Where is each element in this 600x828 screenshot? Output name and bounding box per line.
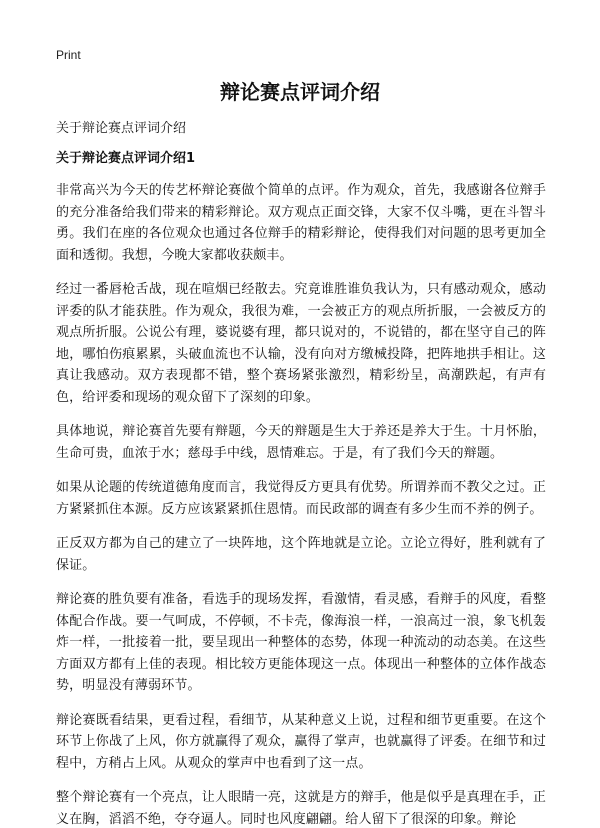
article-body <box>56 180 546 828</box>
document-subtitle: 关于辩论赛点评词介绍 <box>56 121 187 136</box>
print-link[interactable]: Print <box>56 48 81 62</box>
section-heading: 关于辩论赛点评词介绍1 <box>56 151 196 166</box>
paragraph-3: 具体地说，辩论赛首先要有辩题，今天的辩题是生大于养还是养大于生。十月怀胎，生命可贵，血浓于水；慈母手中线，恩情难忘。于是，有了我们今天的辩题。 <box>56 424 546 461</box>
paragraph-1: 非常高兴为今天的传艺杯辩论赛做个简单的点评。作为观众，首先，我感谢各位辩手的充分准备给我们带来的精彩辩论。双方观点正面交锋，大家不仅斗嘴，更在斗智斗勇。我们在座的各位观众也通过各位辩手的精彩辩论，使得我们对问题的思考更加全面和透彻。我想，今晚大家都收获颇丰。 <box>56 183 546 263</box>
paragraph-6: 辩论赛的胜负要有准备，看选手的现场发挥，看激情，看灵感，看辩手的风度，看整体配合作战。要一气呵成，不停顿，不卡壳，像海浪一样，一浪高过一浪，象飞机轰炸一样，一批接着一批，要呈现出一种整体的态势，体现一种流动的动态美。在这些方面双方都有上佳的表现。相比较方更能体现这一点。体现出一种整体的立体作战态势，明显没有薄弱环节。 <box>56 592 546 693</box>
paragraph-2: 经过一番唇枪舌战，现在喧烟已经散去。究竟谁胜谁负我认为，只有感动观众，感动评委的队才能获胜。作为观众，我很为难，一会被正方的观点所折服，一会被反方的观点所折服。公说公有理，婆说婆有理，都只说对的，不说错的，都在坚守自己的阵地，哪怕伤痕累累，头破血流也不认输，没有向对方缴械投降，把阵地拱手相让。这真让我感动。双方表现都不错，整个赛场紧张激烈，精彩纷呈，高潮跌起，有声有色，给评委和现场的观众留下了深刻的印象。 <box>56 282 546 405</box>
paragraph-5: 正反双方都为自己的建立了一块阵地，这个阵地就是立论。立论立得好，胜利就有了保证。 <box>56 536 546 573</box>
paragraph-4: 如果从论题的传统道德角度而言，我觉得反方更具有优势。所谓养而不教父之过。正方紧紧抓住本源。反方应该紧紧抓住恩情。而民政部的调查有多少生而不养的例子。 <box>56 480 546 517</box>
paragraph-7: 辩论赛既看结果，更看过程，看细节，从某种意义上说，过程和细节更重要。在这个环节上你战了上风，你方就赢得了观众，赢得了掌声，也就赢得了评委。在细节和过程中，方稍占上风。从观众的掌声中也看到了这一点。 <box>56 712 546 771</box>
paragraph-8: 整个辩论赛有一个亮点，让人眼睛一亮，这就是方的辩手，他是似乎是真理在手，正义在胸，滔滔不绝，夺夺逼人。同时也风度翩翩。给人留下了很深的印象。辩论 <box>56 790 546 827</box>
document-title: 辩论赛点评词介绍 <box>220 80 380 104</box>
